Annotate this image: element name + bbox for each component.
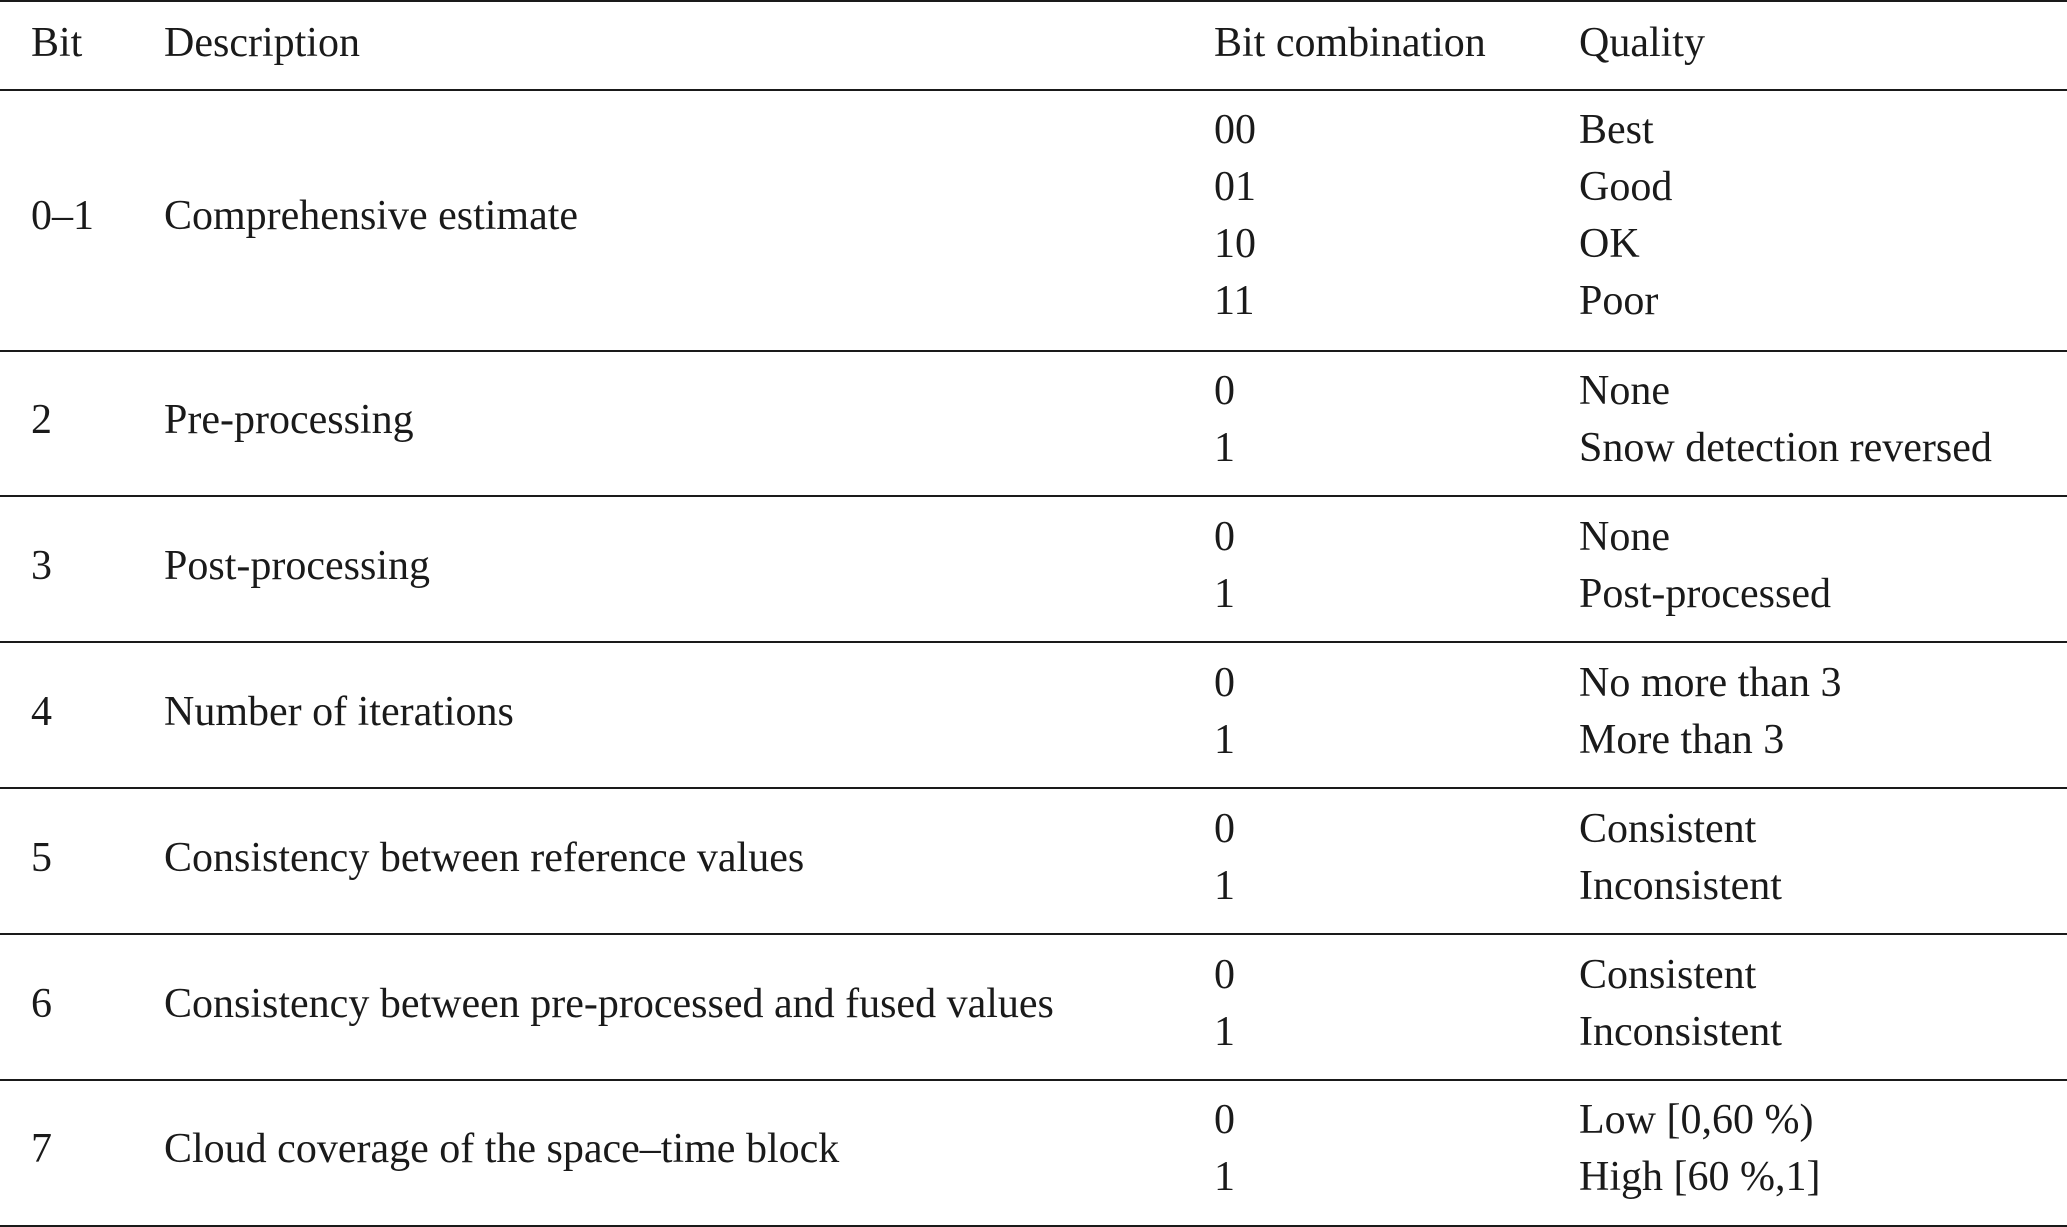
combination-value: 1 [1214,863,1235,909]
combination-cell [1214,509,1235,623]
combination-value: 0 [1214,368,1235,414]
quality-value: Consistent [1579,952,1757,998]
combination-value: 00 [1214,107,1256,153]
description-cell: Cloud coverage of the space–time block [164,1126,840,1172]
combination-value: 1 [1214,571,1235,617]
combination-cell [1214,655,1235,769]
quality-value: Inconsistent [1579,863,1782,909]
quality-cell [1579,947,1782,1061]
description-cell: Post-processing [164,543,430,589]
quality-value: Post-processed [1579,571,1831,617]
quality-cell [1579,655,1841,769]
combination-value: 01 [1214,164,1256,210]
combination-value: 0 [1214,806,1235,852]
header-rule [0,89,2067,91]
combination-cell [1214,1092,1235,1206]
bit-cell: 4 [31,689,52,735]
combination-value: 1 [1214,425,1235,471]
combination-value: 10 [1214,221,1256,267]
combination-value: 1 [1214,1009,1235,1055]
bit-cell: 3 [31,543,52,589]
description-cell: Number of iterations [164,689,514,735]
combination-cell [1214,363,1235,477]
quality-cell [1579,102,1672,330]
combination-value: 11 [1214,278,1255,324]
quality-value: Good [1579,164,1673,210]
bit-cell: 7 [31,1126,52,1172]
bit-cell: 6 [31,981,52,1027]
description-cell: Consistency between reference values [164,835,805,881]
row-divider [0,495,2067,497]
combination-value: 0 [1214,514,1235,560]
combination-cell [1214,102,1256,330]
combination-cell [1214,801,1235,915]
combination-value: 1 [1214,1154,1235,1200]
bit-cell: 2 [31,397,52,443]
quality-value: Inconsistent [1579,1009,1782,1055]
row-divider [0,933,2067,935]
quality-value: No more than 3 [1579,660,1842,706]
quality-value: Poor [1579,278,1659,324]
description-cell: Comprehensive estimate [164,193,579,239]
quality-value: Snow detection reversed [1579,425,1992,471]
quality-value: High [60 %,1] [1579,1154,1821,1200]
quality-cell [1579,1092,1820,1206]
combination-value: 0 [1214,952,1235,998]
row-divider [0,787,2067,789]
combination-cell [1214,947,1235,1061]
bit-cell: 0–1 [31,193,94,239]
description-cell: Consistency between pre-processed and fused values [164,981,1054,1027]
quality-cell [1579,801,1782,915]
combination-value: 1 [1214,717,1235,763]
quality-value: More than 3 [1579,717,1785,763]
combination-value: 0 [1214,660,1235,706]
quality-value: OK [1579,221,1640,267]
row-divider [0,350,2067,352]
combination-value: 0 [1214,1097,1235,1143]
bit-cell: 5 [31,835,52,881]
quality-value: Best [1579,107,1654,153]
quality-value: Consistent [1579,806,1757,852]
header-bit-combination: Bit combination [1214,20,1486,66]
description-cell: Pre-processing [164,397,414,443]
quality-value: Low [0,60 %) [1579,1097,1814,1143]
quality-cell [1579,363,1992,477]
header-quality: Quality [1579,20,1705,66]
row-divider [0,1079,2067,1081]
quality-cell [1579,509,1831,623]
quality-value: None [1579,368,1670,414]
row-divider [0,641,2067,643]
quality-value: None [1579,514,1670,560]
header-bit: Bit [31,20,83,66]
top-rule [0,0,2067,2]
header-description: Description [164,20,360,66]
